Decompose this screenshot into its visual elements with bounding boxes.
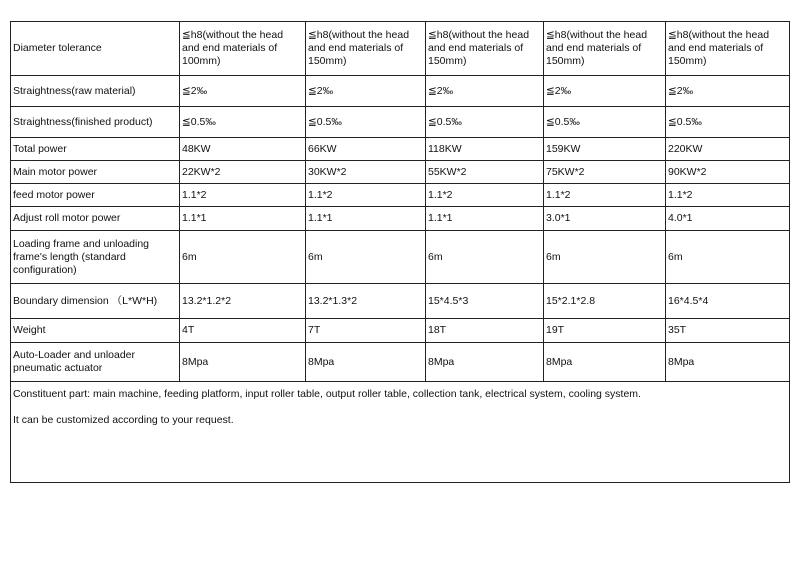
cell-value: ≦0.5‰ [666,107,790,138]
cell-value: ≦h8(without the head and end materials of 100mm) [180,22,306,76]
row-label: Adjust roll motor power [11,207,180,231]
row-adjust-roll-motor-power [11,207,790,231]
row-main-motor-power [11,161,790,184]
cell-value: 55KW*2 [426,161,544,184]
constituent-note: Constituent part: main machine, feeding platform, input roller table, output roller table, collection tank, electrical system, cooling system. [13,388,641,400]
row-total-power [11,138,790,161]
cell-value: ≦h8(without the head and end materials of 150mm) [306,22,426,76]
row-frame-length [11,231,790,284]
cell-value: 1.1*2 [666,184,790,207]
cell-value: 90KW*2 [666,161,790,184]
cell-value: 1.1*1 [426,207,544,231]
cell-value: ≦h8(without the head and end materials of 150mm) [666,22,790,76]
cell-value: 118KW [426,138,544,161]
cell-value: ≦2‰ [666,76,790,107]
row-pneumatic-actuator [11,343,790,382]
row-label: Straightness(finished product) [11,107,180,138]
customization-note: It can be customized according to your request. [13,414,234,426]
cell-value: 30KW*2 [306,161,426,184]
cell-value: 15*4.5*3 [426,284,544,319]
cell-value: 8Mpa [180,343,306,382]
row-feed-motor-power [11,184,790,207]
row-label: Boundary dimension （L*W*H) [11,284,180,319]
cell-value: 15*2.1*2.8 [544,284,666,319]
cell-value: 6m [180,231,306,284]
cell-value: 1.1*2 [426,184,544,207]
cell-value: 1.1*2 [180,184,306,207]
row-diameter-tolerance [11,22,790,76]
notes-cell [11,382,790,483]
cell-value: 19T [544,319,666,343]
cell-value: ≦h8(without the head and end materials of 150mm) [544,22,666,76]
cell-value: 8Mpa [426,343,544,382]
cell-value: 220KW [666,138,790,161]
cell-value: 8Mpa [306,343,426,382]
row-boundary-dimension [11,284,790,319]
cell-value: 13.2*1.3*2 [306,284,426,319]
cell-value: 1.1*2 [306,184,426,207]
cell-value: 6m [426,231,544,284]
row-straightness-finished [11,107,790,138]
cell-value: ≦2‰ [306,76,426,107]
cell-value: 13.2*1.2*2 [180,284,306,319]
cell-value: 8Mpa [666,343,790,382]
cell-value: 4T [180,319,306,343]
cell-value: ≦0.5‰ [426,107,544,138]
cell-value: 6m [306,231,426,284]
cell-value: 48KW [180,138,306,161]
row-label: Main motor power [11,161,180,184]
row-label: feed motor power [11,184,180,207]
cell-value: ≦2‰ [180,76,306,107]
cell-value: 35T [666,319,790,343]
cell-value: 1.1*2 [544,184,666,207]
cell-value: 66KW [306,138,426,161]
cell-value: ≦0.5‰ [544,107,666,138]
cell-value: ≦h8(without the head and end materials of 150mm) [426,22,544,76]
cell-value: 18T [426,319,544,343]
row-label: Auto-Loader and unloader pneumatic actuator [11,343,180,382]
cell-value: 22KW*2 [180,161,306,184]
cell-value: ≦0.5‰ [306,107,426,138]
row-label: Weight [11,319,180,343]
cell-value: ≦2‰ [544,76,666,107]
cell-value: 6m [544,231,666,284]
cell-value: 6m [666,231,790,284]
cell-value: 16*4.5*4 [666,284,790,319]
cell-value: 8Mpa [544,343,666,382]
row-label: Total power [11,138,180,161]
cell-value: 4.0*1 [666,207,790,231]
row-label: Straightness(raw material) [11,76,180,107]
row-straightness-raw [11,76,790,107]
spec-table [10,21,790,483]
cell-value: ≦2‰ [426,76,544,107]
cell-value: 1.1*1 [180,207,306,231]
cell-value: 75KW*2 [544,161,666,184]
row-notes [11,382,790,483]
cell-value: 3.0*1 [544,207,666,231]
row-label: Loading frame and unloading frame's length (standard configuration) [11,231,180,284]
row-label: Diameter tolerance [11,22,180,76]
row-weight [11,319,790,343]
cell-value: 1.1*1 [306,207,426,231]
cell-value: 7T [306,319,426,343]
cell-value: 159KW [544,138,666,161]
cell-value: ≦0.5‰ [180,107,306,138]
